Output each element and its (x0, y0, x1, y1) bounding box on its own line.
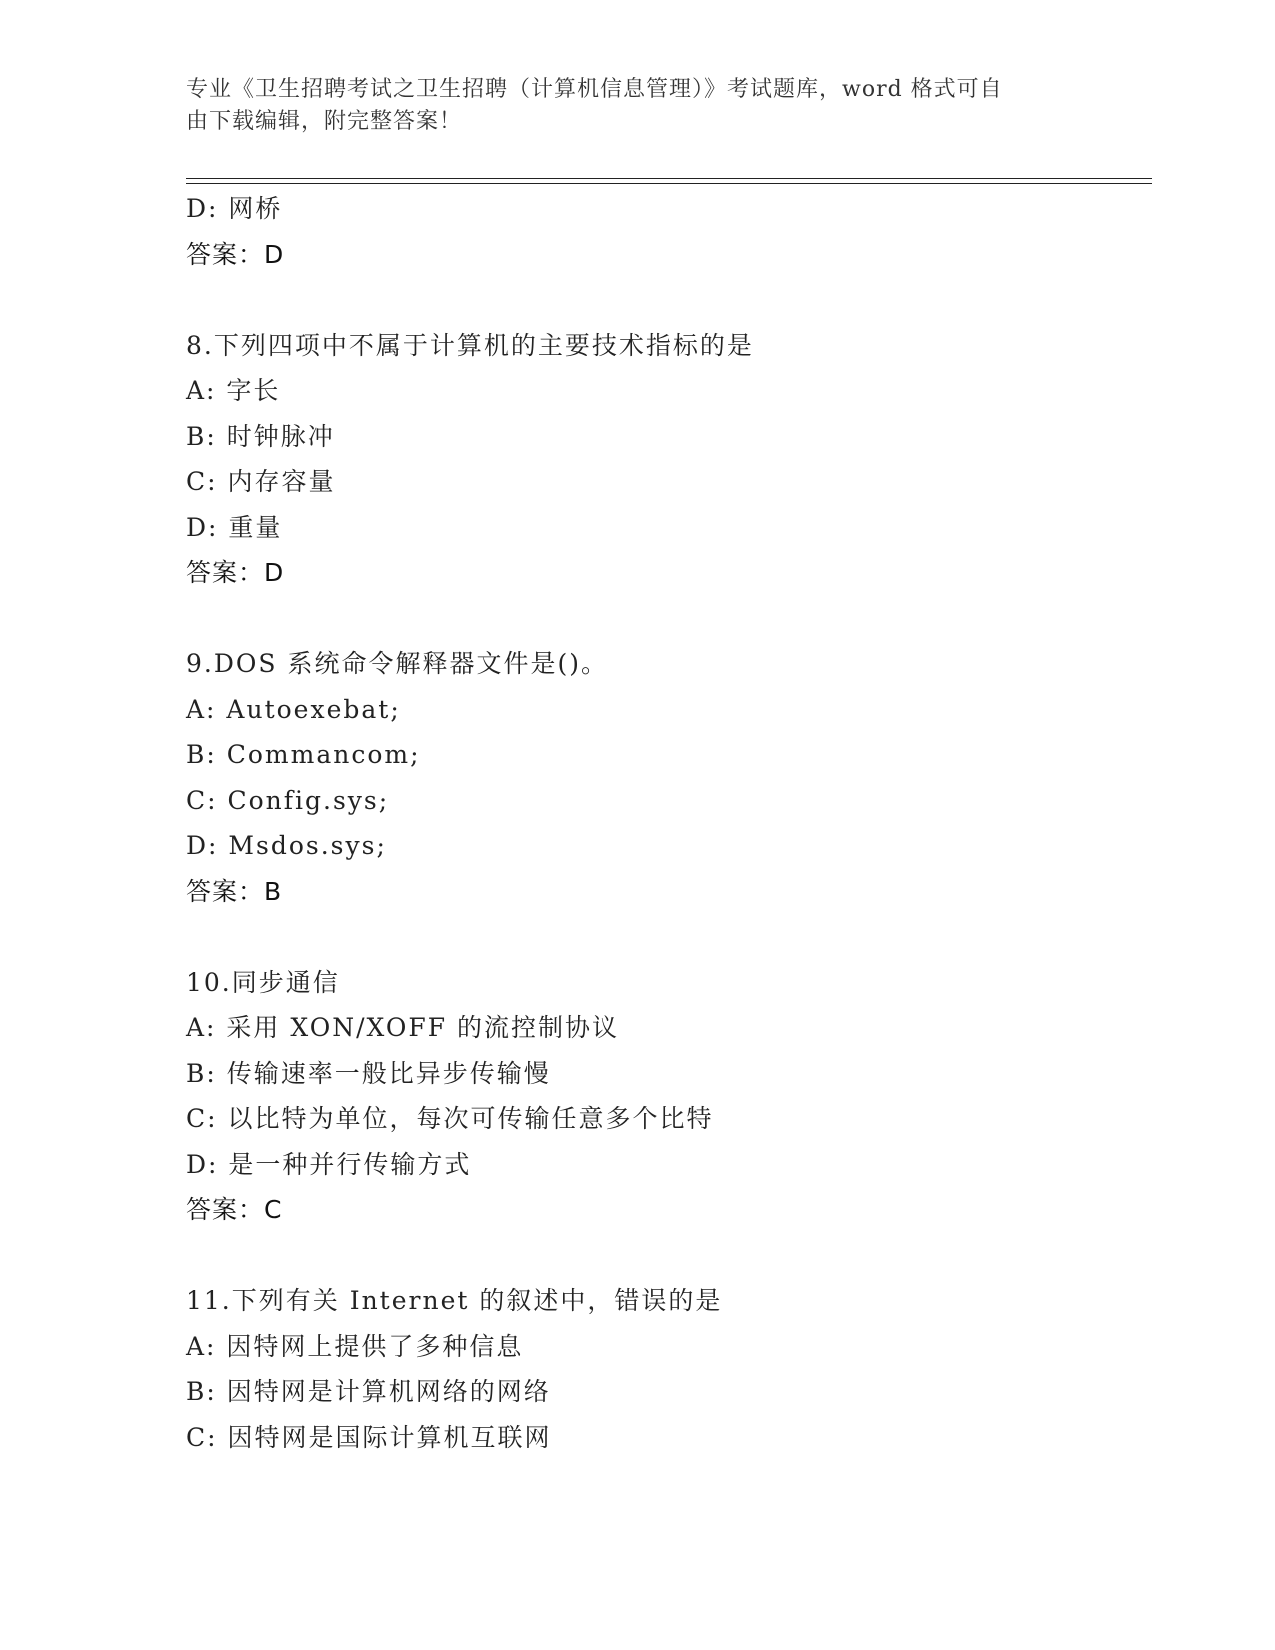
option-c: C: 因特网是国际计算机互联网 (186, 1422, 552, 1452)
option-a: A: 因特网上提供了多种信息 (186, 1331, 524, 1361)
option-d: D: Msdos.sys; (186, 831, 387, 860)
page-header (186, 74, 1066, 138)
question-8 (186, 323, 1146, 596)
question-9 (186, 641, 1146, 914)
answer-line: 答案：D (186, 558, 285, 587)
option-a: A: 字长 (186, 376, 281, 405)
option-b: B: 因特网是计算机网络的网络 (186, 1377, 551, 1406)
question-stem: 11.下列有关 Internet 的叙述中，错误的是 (186, 1286, 723, 1315)
option-c: C: 内存容量 (186, 467, 336, 496)
question-stem: 9.DOS 系统命令解释器文件是()。 (186, 649, 608, 678)
question-stem: 10.同步通信 (186, 967, 340, 997)
question-11 (186, 1278, 1146, 1460)
question-list (186, 186, 1146, 1460)
option-b: B: 时钟脉冲 (186, 421, 335, 451)
header-line-1: 专业《卫生招聘考试之卫生招聘（计算机信息管理）》考试题库，word 格式可自 (186, 77, 1003, 102)
option-a: A: Autoexebat; (186, 694, 401, 724)
option-d: D: 是一种并行传输方式 (186, 1149, 472, 1179)
question-stem: 8.下列四项中不属于计算机的主要技术指标的是 (186, 330, 754, 360)
answer-line: 答案：C (186, 1195, 283, 1224)
question-fragment (186, 186, 1146, 277)
option-d: D: 重量 (186, 512, 283, 542)
question-10 (186, 960, 1146, 1233)
option-a: A: 采用 XON/XOFF 的流控制协议 (186, 1013, 620, 1042)
option-d: D: 网桥 (186, 194, 283, 223)
option-c: C: Config.sys; (186, 785, 390, 815)
answer-line: 答案：D (186, 239, 285, 269)
answer-line: 答案：B (186, 876, 283, 906)
header-line-2: 由下载编辑，附完整答案！ (186, 109, 463, 134)
option-c: C: 以比特为单位，每次可传输任意多个比特 (186, 1104, 714, 1133)
option-b: B: 传输速率一般比异步传输慢 (186, 1058, 551, 1088)
header-divider (186, 178, 1152, 184)
option-b: B: Commancom; (186, 740, 421, 769)
